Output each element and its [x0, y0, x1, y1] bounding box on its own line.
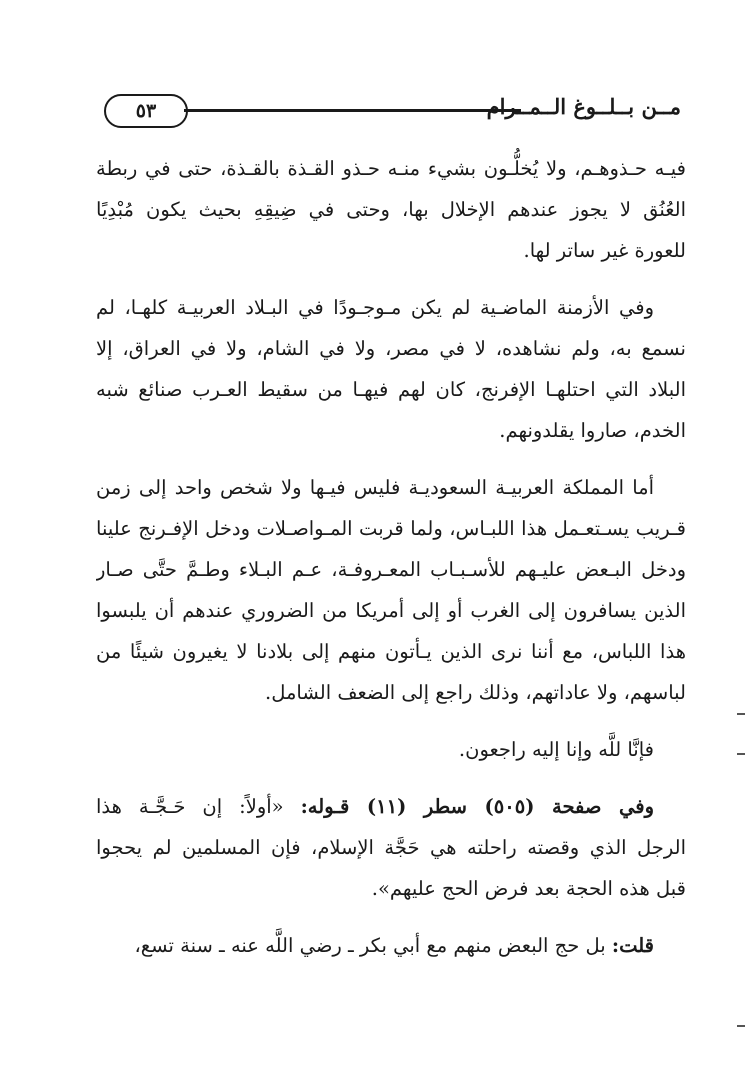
- paragraph-2: [96, 287, 686, 451]
- text-line: العُنُق لا يجوز عندهم الإخلال بها، وحتى في ضِيقِهِ بحيث يكون مُبْدِيًا: [96, 198, 686, 221]
- quote-start: «أولاً: إن حَـجَّـة هذا: [96, 795, 284, 818]
- text-line: قبل هذه الحجة بعد فرض الحج عليهم».: [371, 877, 686, 900]
- text-line: نسمع به، ولم نشاهده، لا في مصر، ولا في الشام، ولا في العراق، إلا: [96, 337, 686, 360]
- text-line: الرجل الذي وقصته راحلته هي حَجَّة الإسلام، فإن المسلمين لم يحجوا: [96, 836, 686, 859]
- comment-text: بل حج البعض منهم مع أبي بكر ـ رضي اللَّه عنه ـ سنة تسع،: [134, 934, 606, 957]
- header-rule: [184, 109, 521, 112]
- paragraph-4: [96, 729, 686, 770]
- lead-text: وفي صفحة (٥٠٥) سطر (١١) قـوله:: [300, 795, 655, 818]
- paragraph-3: [96, 467, 686, 713]
- text-line: وفي الأزمنة الماضـية لم يكن مـوجـودًا في البـلاد العربيـة كلهـا، لم: [96, 296, 654, 319]
- page-number-badge: [104, 94, 188, 128]
- text-line: هذا اللباس، مع أننا نرى الذين يـأتون منهم إلى بلادنا لا يغيرون شيئًا من: [96, 640, 686, 663]
- margin-mark: [737, 1025, 745, 1027]
- text-line-with-lead: [96, 786, 686, 827]
- text-line-with-lead: [96, 925, 686, 966]
- text-line: فيـه حـذوهـم، ولا يُخلُّـون بشيء منـه حـذو القـذة بالقـذة، حتى في ربطة: [96, 157, 686, 180]
- paragraph-1: [96, 148, 686, 271]
- paragraph-5: [96, 786, 686, 909]
- margin-mark: [737, 753, 745, 755]
- text-line: أما المملكة العربيـة السعوديـة فليس فيـها ولا شخص واحد إلى زمن: [96, 476, 654, 499]
- paragraph-6: [96, 925, 686, 966]
- text-line: قـريب يسـتعـمل هذا اللبـاس، ولما قربت المـواصـلات ودخل الإفـرنج علينا: [96, 517, 686, 540]
- page-header: [96, 92, 681, 132]
- text-line: لباسهم، ولا عاداتهم، وذلك راجع إلى الضعف الشامل.: [265, 681, 686, 704]
- running-title: مــن بــلــوغ الــمــرام: [486, 94, 681, 119]
- text-line: البلاد التي احتلهـا الإفرنج، كان لهم فيهـا من سقيط العـرب صنائع شبه: [96, 378, 686, 401]
- page-number: ٥٣: [135, 100, 157, 122]
- text-line: الخدم، صاروا يقلدونهم.: [499, 419, 686, 442]
- text-line: الذين يسافرون إلى الغرب أو إلى أمريكا من الضروري عندهم أن يلبسوا: [96, 599, 686, 622]
- text-line: فإنَّا للَّه وإنا إليه راجعون.: [458, 738, 654, 761]
- text-line: ودخل البـعض عليـهم للأسـبـاب المعـروفـة، عـم البـلاء وطـمَّ حتَّى صـار: [96, 558, 686, 581]
- margin-mark: [737, 713, 745, 715]
- lead-text: قلت:: [611, 934, 654, 957]
- text-line: للعورة غير ساتر لها.: [523, 239, 686, 262]
- page-body: [96, 148, 686, 982]
